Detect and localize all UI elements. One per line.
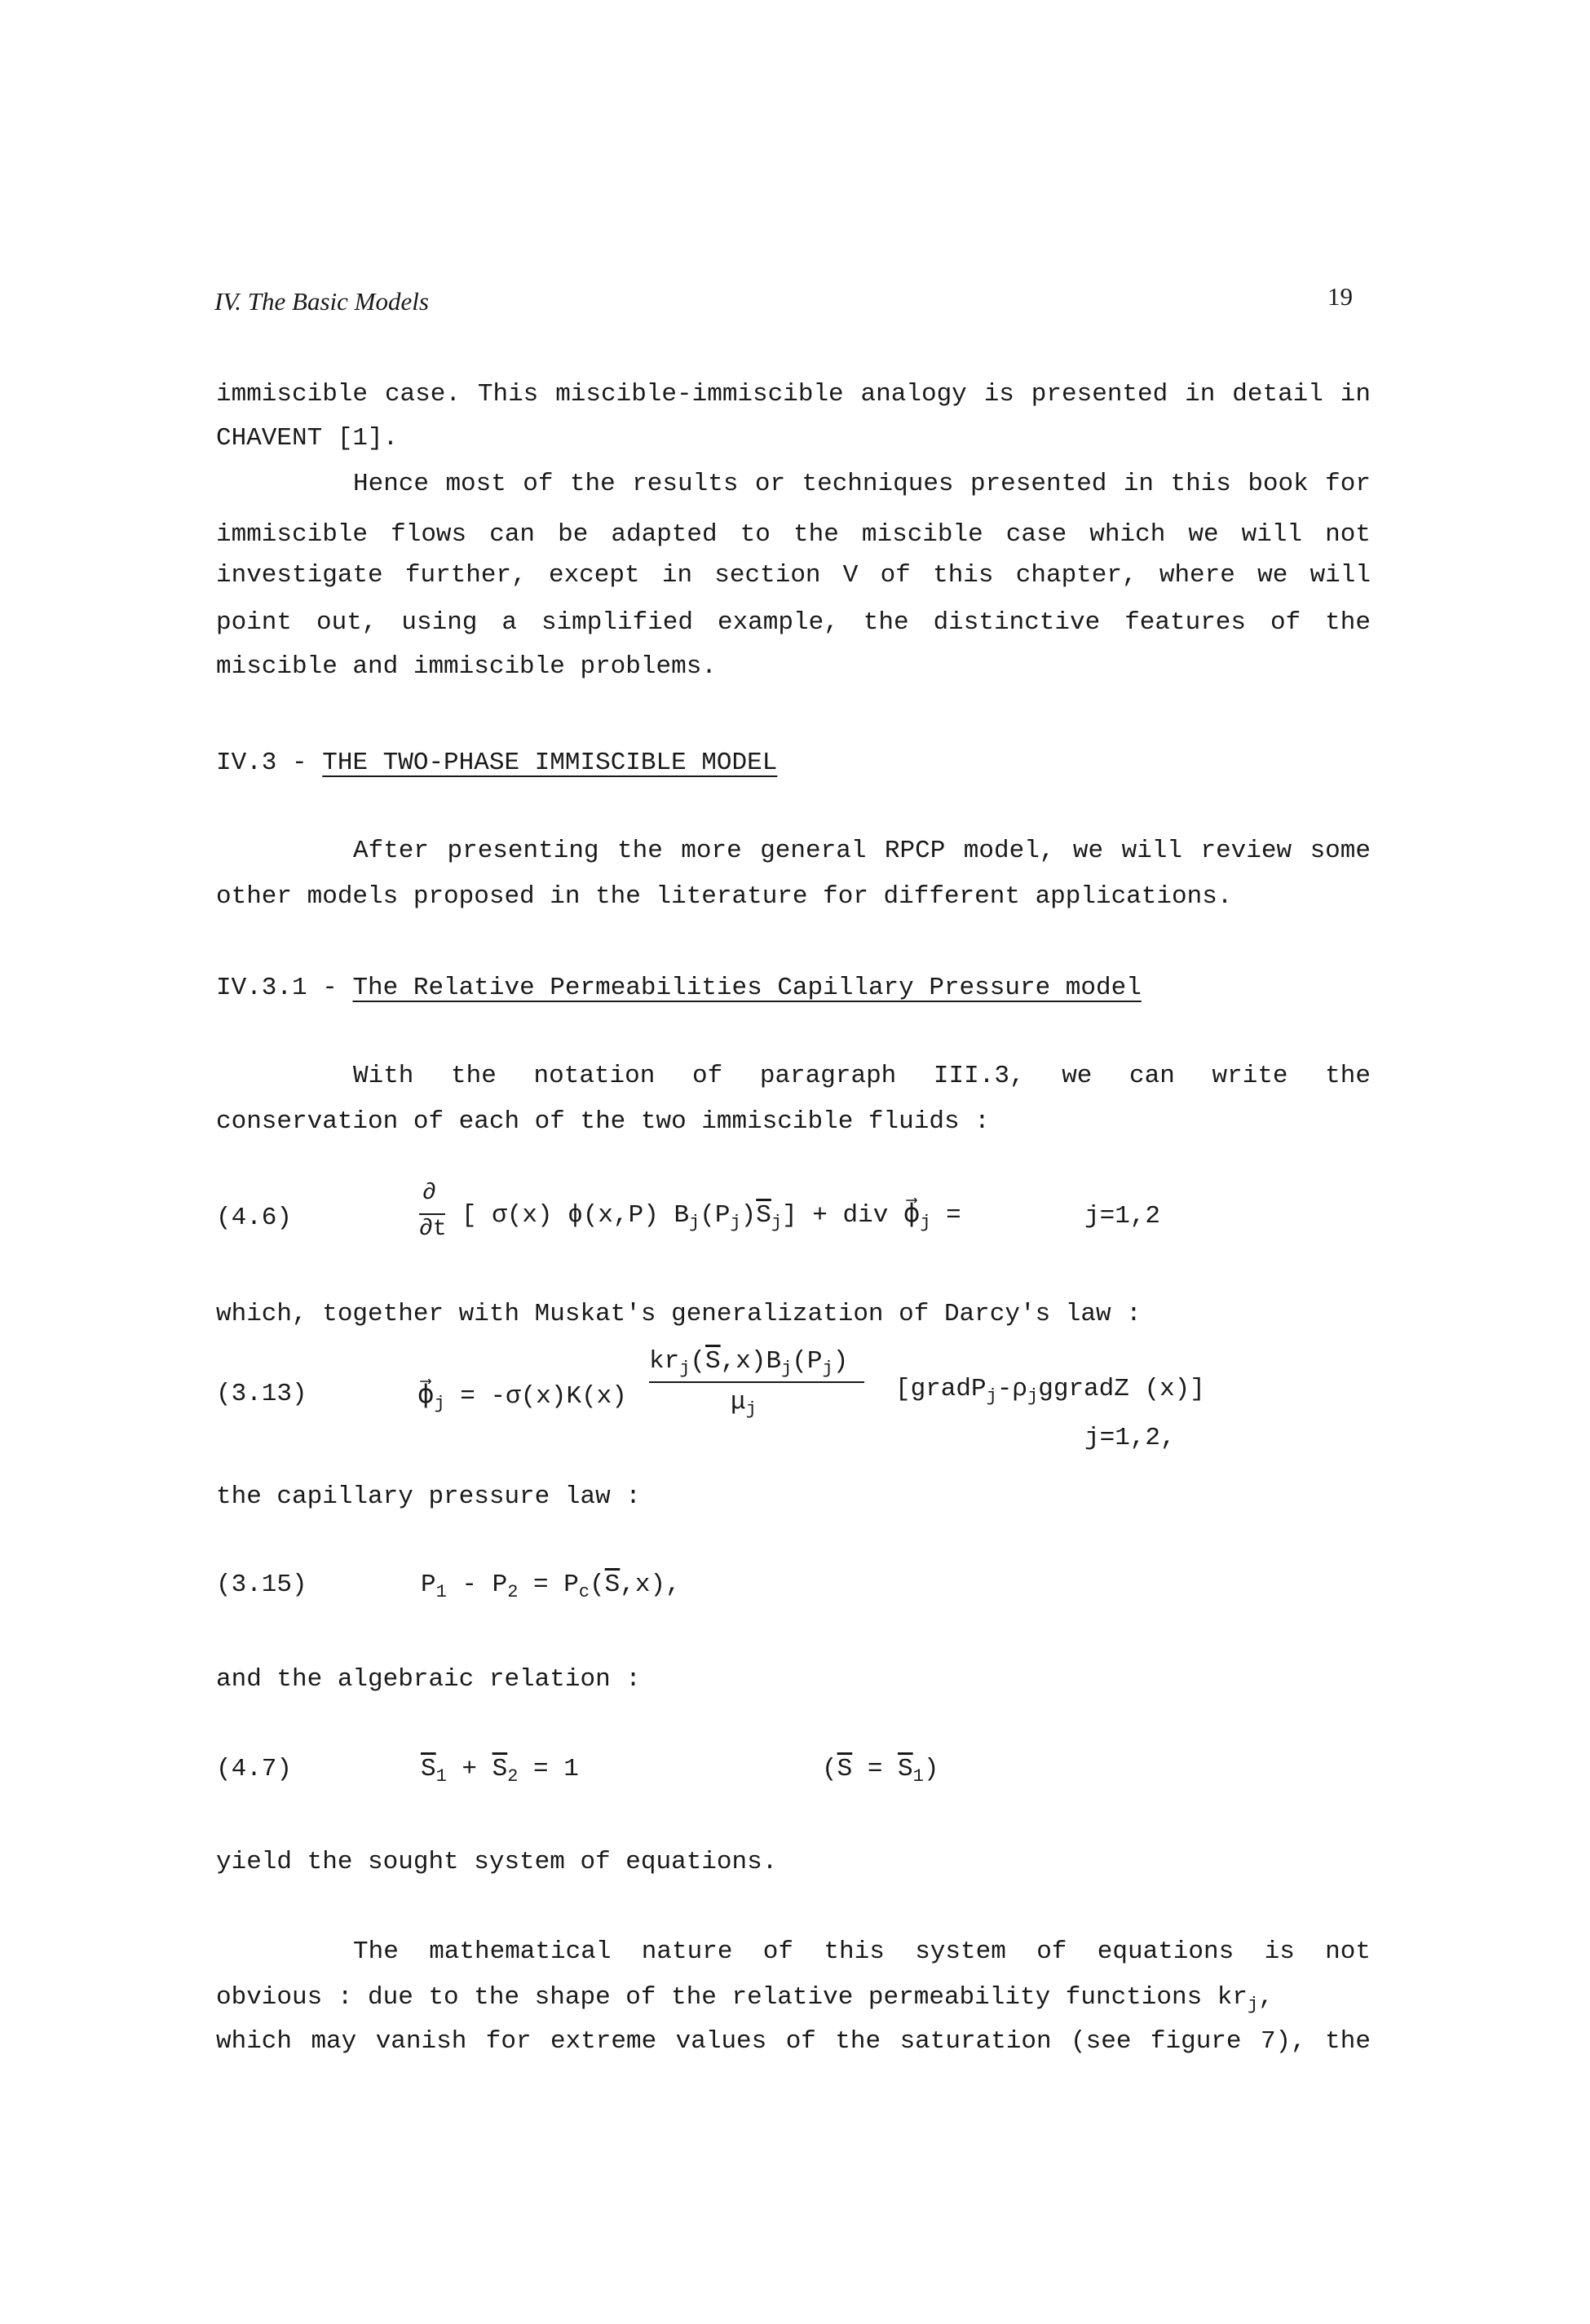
equation-note: $(\overline{S} = \overline{S}_1)$: [822, 1755, 939, 1787]
equation-label: (4.7): [216, 1755, 293, 1783]
paragraph-line: which may vanish for extreme values of the saturation (see figure 7), the: [216, 2027, 1371, 2056]
section-number: IV.3 -: [216, 749, 307, 777]
paragraph-line: other models proposed in the literature for different applications.: [216, 882, 1233, 911]
equation-label: (4.6): [216, 1204, 293, 1232]
paragraph-line: immiscible case. This miscible-immiscible analogy is presented in detail in: [216, 380, 1371, 409]
paragraph-text: obvious : due to the shape of the relative permeability functions kr: [216, 1983, 1248, 2012]
paragraph-line: CHAVENT [1].: [216, 424, 399, 453]
paragraph-line: the capillary pressure law :: [216, 1482, 641, 1511]
subsection-heading: [216, 974, 1142, 1002]
equation-label: (3.13): [216, 1380, 307, 1408]
equation-label: (3.15): [216, 1571, 307, 1599]
equation-4-6: ∂ ∂t [ σ(x) ϕ(x,P) $B_j(P_j)\overline{S}_j$] + div $\phi⃗_j$ =: [419, 1181, 961, 1242]
paragraph-line: yield the sought system of equations.: [216, 1848, 778, 1876]
paragraph-line: conservation of each of the two immiscible fluids :: [216, 1107, 990, 1136]
paragraph-line: and the algebraic relation :: [216, 1665, 641, 1694]
paragraph-line: which, together with Muskat's generalization of Darcy's law :: [216, 1300, 1142, 1328]
equation-condition: j=1,2,: [1084, 1424, 1176, 1452]
equation-3-15: $P_1 - P_2 = P_c(\overline{S},x)$,: [421, 1571, 681, 1603]
equation-4-7: $\overline{S}_1 + \overline{S}_2 = 1$: [421, 1755, 579, 1787]
paragraph-line: point out, using a simplified example, the distinctive features of the: [216, 608, 1371, 637]
running-header: IV. The Basic Models: [214, 287, 429, 316]
section-number: IV.3.1 -: [216, 974, 338, 1002]
equation-condition: j=1,2: [1084, 1202, 1161, 1230]
section-title: The Relative Permeabilities Capillary Pressure model: [352, 974, 1142, 1002]
paragraph-line: investigate further, except in section V of this chapter, where we will: [216, 561, 1371, 590]
equation-3-13: $\phi⃗_j = -\sigma(x)K(x)$ $kr_j(\overline{S},x)B_j(P_j)$ $\mu_j$ [$gradP_j-\rho_jggradZ$ (x)]: [417, 1347, 1205, 1420]
paragraph-line: obvious : due to the shape of the relative permeability functions $kr_j$,: [216, 1983, 1274, 2016]
page-number: 19: [1327, 282, 1353, 311]
paragraph-line: Hence most of the results or techniques presented in this book for: [353, 470, 1371, 498]
paragraph-line: The mathematical nature of this system of equations is not: [353, 1937, 1371, 1966]
paragraph-line: After presenting the more general RPCP model, we will review some: [353, 837, 1371, 865]
section-title: THE TWO-PHASE IMMISCIBLE MODEL: [322, 749, 778, 777]
paragraph-line: miscible and immiscible problems.: [216, 652, 717, 681]
section-heading: [216, 749, 777, 777]
paragraph-line: With the notation of paragraph III.3, we can write the: [353, 1062, 1371, 1090]
paragraph-line: immiscible flows can be adapted to the miscible case which we will not: [216, 520, 1371, 549]
